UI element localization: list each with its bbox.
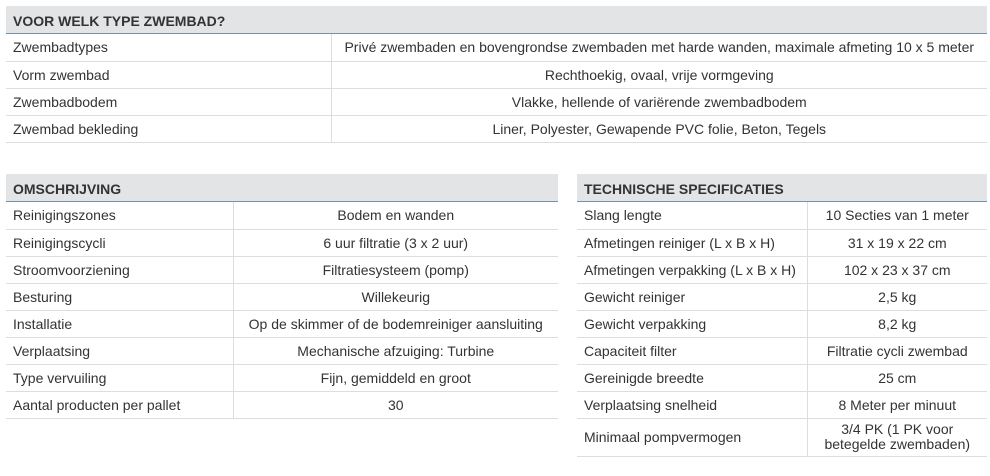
row-value: 10 Secties van 1 meter xyxy=(807,202,987,229)
row-value: Privé zwembaden en bovengrondse zwembaden met harde wanden, maximale afmeting 10 x 5 meter xyxy=(331,34,987,61)
row-label: Gewicht verpakking xyxy=(577,310,807,337)
table-row xyxy=(6,202,558,229)
table-row xyxy=(577,283,987,310)
row-label: Vorm zwembad xyxy=(6,61,331,88)
specs-section xyxy=(577,174,987,457)
row-value: 102 x 23 x 37 cm xyxy=(807,256,987,283)
row-label: Zwembadbodem xyxy=(6,88,331,115)
row-value: 8 Meter per minuut xyxy=(807,391,987,418)
row-label: Slang lengte xyxy=(577,202,807,229)
row-value: Op de skimmer of de bodemreiniger aansluiting xyxy=(233,310,558,337)
row-value: 30 xyxy=(233,391,558,418)
row-value: 3/4 PK (1 PK voor betegelde zwembaden) xyxy=(807,418,987,456)
row-value: Filtratiesysteem (pomp) xyxy=(233,256,558,283)
table-row xyxy=(6,34,987,61)
table-row xyxy=(6,229,558,256)
row-label: Besturing xyxy=(6,283,233,310)
row-label: Zwembadtypes xyxy=(6,34,331,61)
row-value: Liner, Polyester, Gewapende PVC folie, Beton, Tegels xyxy=(331,115,987,142)
table-row xyxy=(577,418,987,456)
row-label: Reinigingszones xyxy=(6,202,233,229)
description-title: OMSCHRIJVING xyxy=(6,174,558,202)
row-value: 8,2 kg xyxy=(807,310,987,337)
row-value: Bodem en wanden xyxy=(233,202,558,229)
row-label: Type vervuiling xyxy=(6,364,233,391)
specs-table xyxy=(577,202,987,457)
row-label: Minimaal pompvermogen xyxy=(577,418,807,456)
row-label: Reinigingscycli xyxy=(6,229,233,256)
row-value: Vlakke, hellende of variërende zwembadbodem xyxy=(331,88,987,115)
pool-type-table xyxy=(6,34,987,143)
pool-type-title: VOOR WELK TYPE ZWEMBAD? xyxy=(6,6,987,34)
table-row xyxy=(577,202,987,229)
row-value: Filtratie cycli zwembad xyxy=(807,337,987,364)
specs-title: TECHNISCHE SPECIFICATIES xyxy=(577,174,987,202)
description-section xyxy=(6,174,558,419)
table-row xyxy=(6,337,558,364)
table-row xyxy=(6,310,558,337)
table-row xyxy=(6,391,558,418)
row-value: Fijn, gemiddeld en groot xyxy=(233,364,558,391)
row-value: Mechanische afzuiging: Turbine xyxy=(233,337,558,364)
row-value: 2,5 kg xyxy=(807,283,987,310)
pool-type-section xyxy=(6,6,987,143)
table-row xyxy=(577,310,987,337)
table-row xyxy=(577,337,987,364)
table-row xyxy=(6,88,987,115)
row-label: Installatie xyxy=(6,310,233,337)
table-row xyxy=(577,391,987,418)
row-value: 31 x 19 x 22 cm xyxy=(807,229,987,256)
row-label: Verplaatsing snelheid xyxy=(577,391,807,418)
row-label: Verplaatsing xyxy=(6,337,233,364)
table-row xyxy=(6,364,558,391)
table-row xyxy=(6,115,987,142)
table-row xyxy=(6,61,987,88)
row-value: Willekeurig xyxy=(233,283,558,310)
row-label: Afmetingen verpakking (L x B x H) xyxy=(577,256,807,283)
row-label: Zwembad bekleding xyxy=(6,115,331,142)
row-value: Rechthoekig, ovaal, vrije vormgeving xyxy=(331,61,987,88)
row-label: Gereinigde breedte xyxy=(577,364,807,391)
table-row xyxy=(577,364,987,391)
table-row xyxy=(6,256,558,283)
row-value: 6 uur filtratie (3 x 2 uur) xyxy=(233,229,558,256)
table-row xyxy=(577,229,987,256)
row-label: Stroomvoorziening xyxy=(6,256,233,283)
row-label: Aantal producten per pallet xyxy=(6,391,233,418)
table-row xyxy=(577,256,987,283)
description-table xyxy=(6,202,558,419)
row-value: 25 cm xyxy=(807,364,987,391)
row-label: Gewicht reiniger xyxy=(577,283,807,310)
row-label: Afmetingen reiniger (L x B x H) xyxy=(577,229,807,256)
row-label: Capaciteit filter xyxy=(577,337,807,364)
table-row xyxy=(6,283,558,310)
